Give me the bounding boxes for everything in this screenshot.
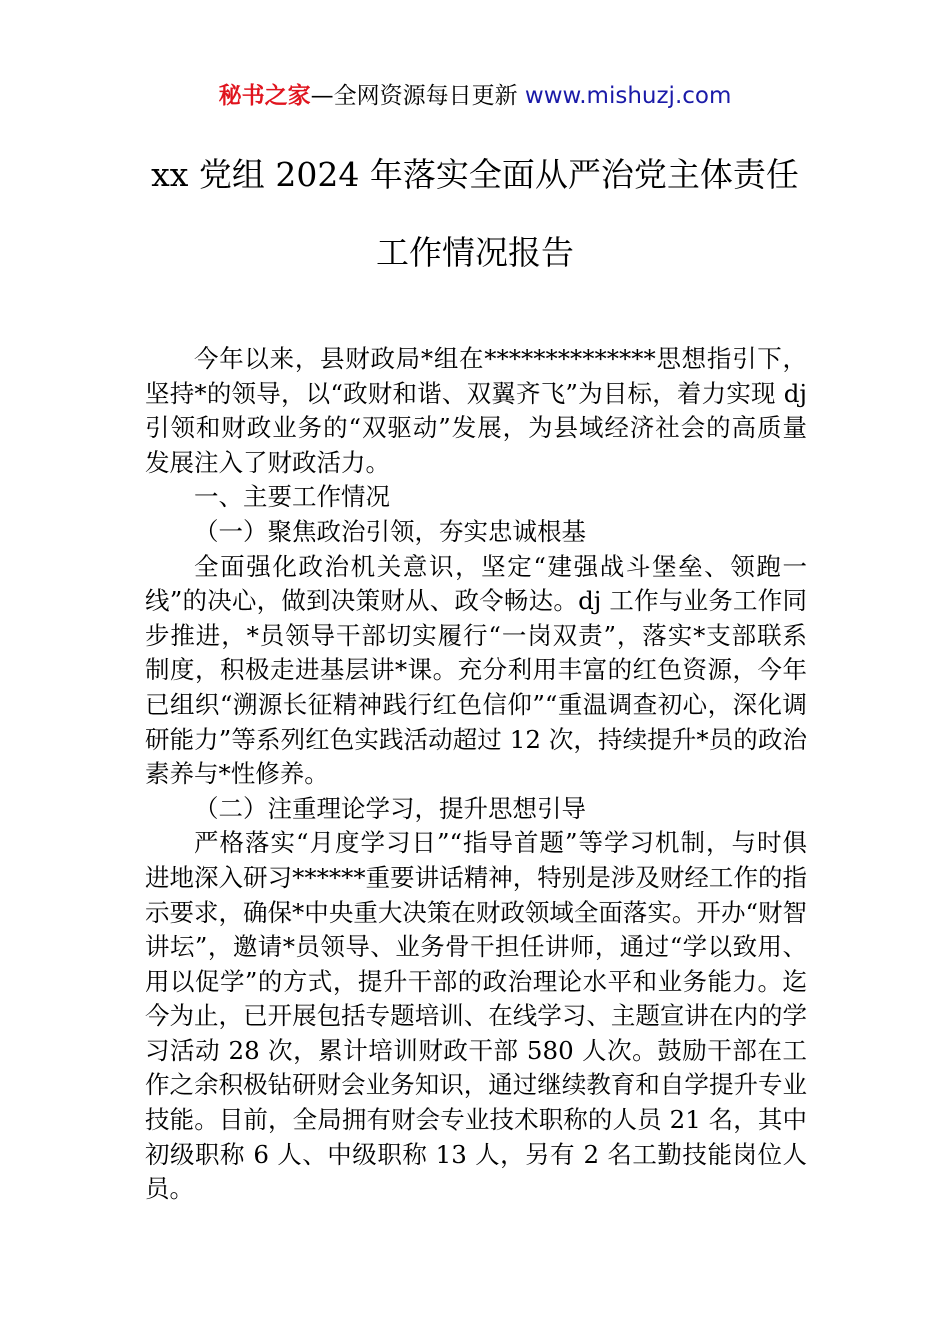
section-heading-main-work: 一、主要工作情况 — [194, 482, 390, 512]
site-tagline: —全网资源每日更新 — [310, 83, 525, 109]
document-title — [0, 150, 950, 278]
site-brand: 秘书之家 — [218, 83, 311, 109]
title-line-2: 工作情况报告 — [376, 233, 574, 272]
subsection-heading-2: （二）注重理论学习，提升思想引导 — [194, 793, 586, 823]
paragraph-political-guidance: 全面强化政治机关意识，坚定“建强战斗堡垒、领跑一线”的决心，做到决策财从、政令畅达。dj 工作与业务工作同步推进，*员领导干部切实履行“一岗双责”，落实*支部联系制度，积极走进基层讲*课。充分利用丰富的红色资源，今年已组织“溯源长征精神践行红色信仰”“重温调查初心，深化调研能力”等系列红色实践活动超过 12 次，持续提升*员的政治素养与*性修养。 — [145, 551, 807, 789]
site-url-link[interactable]: www.mishuzj.com — [524, 83, 732, 109]
paragraph-intro: 今年以来，县财政局*组在**************思想指引下，坚持*的领导，以“政财和谐、双翼齐飞”为目标，着力实现 dj 引领和财政业务的“双驱动”发展，为县域经济社会的高质量发展注入了财政活力。 — [145, 344, 807, 477]
title-line-1: xx 党组 2024 年落实全面从严治党主体责任 — [151, 155, 799, 194]
paragraph-theory-study: 严格落实“月度学习日”“指导首题”等学习机制，与时俱进地深入研习******重要讲话精神，特别是涉及财经工作的指示要求，确保*中央重大决策在财政领域全面落实。开办“财智讲坛”，邀请*员领导、业务骨干担任讲师，通过“学以致用、用以促学”的方式，提升干部的政治理论水平和业务能力。迄今为止，已开展包括专题培训、在线学习、主题宣讲在内的学习活动 28 次，累计培训财政干部 580 人次。鼓励干部在工作之余积极钻研财会业务知识，通过继续教育和自学提升专业技能。目前，全局拥有财会专业技术职称的人员 21 名，其中初级职称 6 人、中级职称 13 人，另有 2 名工勤技能岗位人员。 — [145, 828, 807, 1204]
site-header — [0, 80, 950, 112]
document-body — [145, 342, 807, 1207]
subsection-heading-1: （一）聚焦政治引领，夯实忠诚根基 — [194, 516, 586, 546]
